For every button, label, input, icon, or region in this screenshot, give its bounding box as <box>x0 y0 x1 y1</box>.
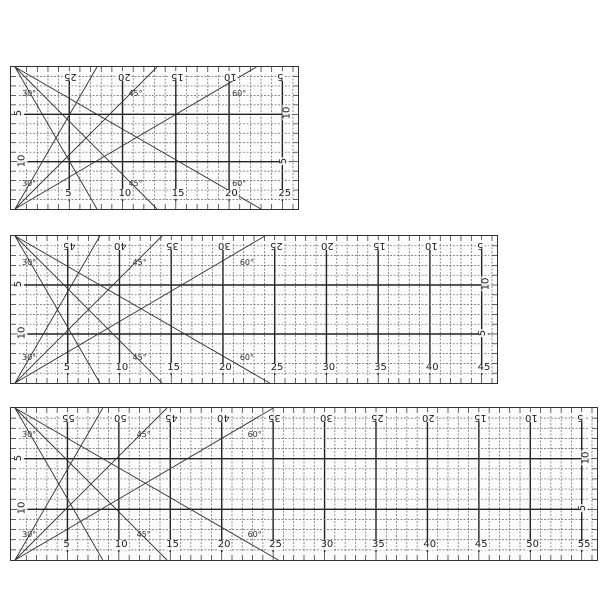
bottom-scale-label: 40 <box>425 362 439 373</box>
top-scale-label: 10 <box>424 240 438 251</box>
right-scale-label: 10 <box>580 451 592 465</box>
angle-mark-label: 60° <box>239 258 255 267</box>
top-scale-label: 35 <box>268 412 281 423</box>
angle-mark-label: 30° <box>22 430 37 439</box>
top-scale-label: 30 <box>319 412 333 423</box>
top-scale-label: 50 <box>113 412 127 423</box>
left-scale-label: 10 <box>16 326 28 340</box>
bottom-scale-label: 30 <box>320 539 334 550</box>
bottom-scale-label: 15 <box>171 188 185 199</box>
bottom-scale-label: 5 <box>63 539 70 550</box>
bottom-scale-label: 5 <box>63 362 71 373</box>
angle-mark-label: 30° <box>22 89 37 98</box>
top-scale-label: 15 <box>373 240 386 251</box>
right-scale-label: 5 <box>477 329 489 337</box>
small-ruler <box>10 66 299 210</box>
top-scale-label: 20 <box>422 412 436 423</box>
bottom-scale-label: 5 <box>65 188 72 199</box>
bottom-scale-label: 20 <box>217 539 231 550</box>
angle-mark-label: 60° <box>232 89 247 98</box>
top-scale-label: 20 <box>117 71 131 82</box>
left-scale-label: 10 <box>16 154 28 168</box>
bottom-scale-label: 20 <box>218 362 232 373</box>
top-scale-label: 55 <box>62 412 76 423</box>
top-scale-label: 40 <box>114 240 128 251</box>
bottom-scale-label: 10 <box>118 188 132 199</box>
right-scale-label: 10 <box>281 106 293 120</box>
bottom-scale-label: 10 <box>114 539 128 550</box>
angle-mark-label: 30° <box>22 530 37 539</box>
angle-mark-label: 60° <box>247 430 262 439</box>
bottom-scale-label: 25 <box>278 188 292 199</box>
bottom-scale-label: 45 <box>477 362 491 373</box>
angle-mark-label: 60° <box>239 353 255 362</box>
bottom-scale-label: 40 <box>423 539 437 550</box>
bottom-scale-label: 15 <box>166 539 180 550</box>
angle-mark-label: 45° <box>132 258 147 267</box>
angle-mark-label: 30° <box>22 179 37 188</box>
angle-mark-label: 30° <box>22 353 37 362</box>
angle-mark-label: 45° <box>128 89 143 98</box>
bottom-scale-label: 25 <box>269 539 282 550</box>
bottom-scale-label: 25 <box>270 362 284 373</box>
top-scale-label: 45 <box>165 412 179 423</box>
angle-mark-label: 45° <box>136 530 151 539</box>
bottom-scale-label: 10 <box>115 362 129 373</box>
top-scale-label: 5 <box>576 412 584 423</box>
top-scale-label: 30 <box>217 240 231 251</box>
ruler-grid <box>11 408 597 560</box>
top-scale-label: 25 <box>269 240 283 251</box>
top-scale-label: 35 <box>166 240 179 251</box>
bottom-scale-label: 45 <box>474 539 488 550</box>
bottom-scale-label: 15 <box>167 362 180 373</box>
right-scale-label: 5 <box>278 157 290 164</box>
top-scale-label: 5 <box>476 240 484 251</box>
medium-ruler <box>10 235 498 384</box>
right-scale-label: 5 <box>577 505 589 512</box>
top-scale-label: 20 <box>321 240 335 251</box>
top-scale-label: 5 <box>277 71 284 82</box>
bottom-scale-label: 55 <box>577 539 591 550</box>
angle-mark-label: 45° <box>128 179 143 188</box>
angle-mark-label: 45° <box>136 430 151 439</box>
top-scale-label: 25 <box>371 412 384 423</box>
bottom-scale-label: 50 <box>526 539 540 550</box>
bottom-scale-label: 20 <box>225 188 238 199</box>
top-scale-label: 10 <box>525 412 539 423</box>
left-scale-label: 5 <box>13 110 25 117</box>
large-ruler <box>10 407 598 561</box>
right-scale-label: 10 <box>480 277 492 291</box>
left-scale-label: 5 <box>13 280 25 288</box>
top-scale-label: 25 <box>64 71 77 82</box>
ruler-grid <box>11 67 298 209</box>
left-scale-label: 5 <box>13 454 25 461</box>
left-scale-label: 10 <box>16 501 28 515</box>
top-scale-label: 10 <box>224 71 237 82</box>
top-scale-label: 15 <box>170 71 184 82</box>
bottom-scale-label: 35 <box>372 539 385 550</box>
top-scale-label: 40 <box>216 412 230 423</box>
angle-mark-label: 60° <box>232 179 247 188</box>
angle-mark-label: 30° <box>22 258 37 267</box>
bottom-scale-label: 30 <box>322 362 336 373</box>
angle-mark-label: 60° <box>247 530 262 539</box>
top-scale-label: 45 <box>62 240 76 251</box>
bottom-scale-label: 35 <box>374 362 387 373</box>
angle-mark-label: 45° <box>132 353 147 362</box>
top-scale-label: 15 <box>473 412 487 423</box>
